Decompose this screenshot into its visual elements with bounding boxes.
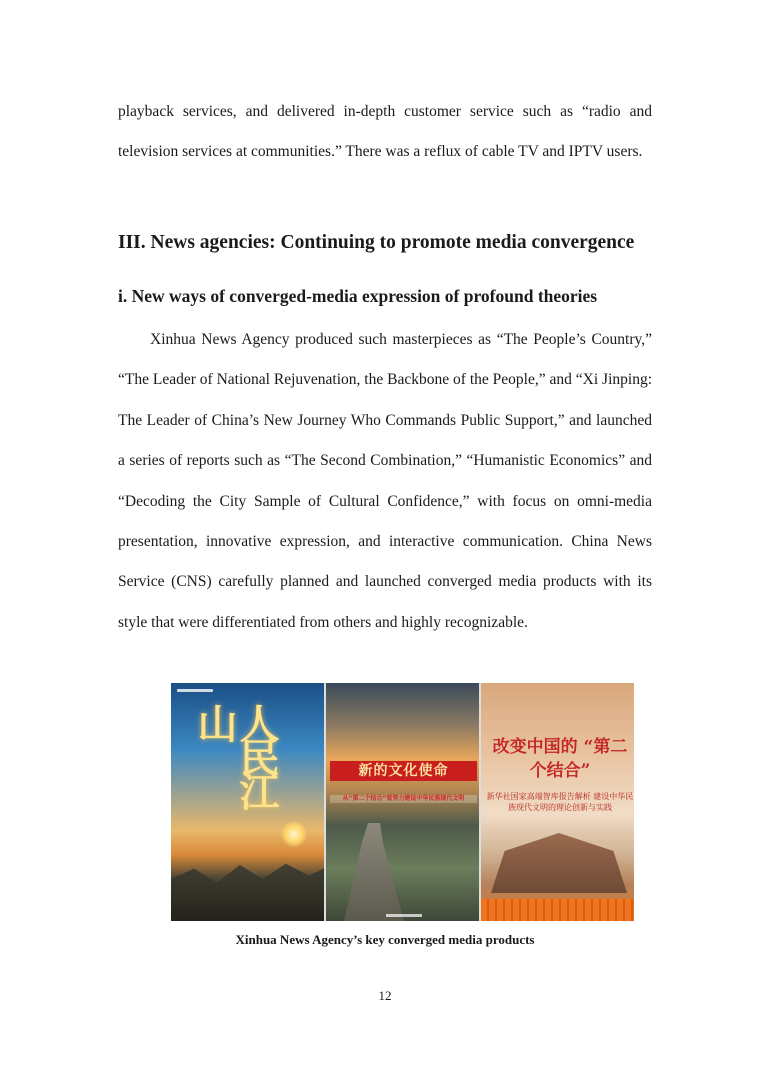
- poster-second-combination: [481, 683, 634, 921]
- subsection-heading: i. New ways of converged-media expression of profound theories: [118, 286, 598, 306]
- section-heading: III. News agencies: Continuing to promote media convergence: [118, 232, 635, 253]
- poster-peoples-country: [171, 683, 324, 921]
- figure-caption: Xinhua News Agency’s key converged media products: [235, 932, 535, 947]
- page-number: 12: [378, 988, 392, 1003]
- mountains-image: [171, 851, 324, 921]
- xinhua-logo-icon: [177, 689, 213, 692]
- poster-cultural-mission: [326, 683, 479, 921]
- sun-icon: [281, 821, 307, 847]
- media-products-figure: [171, 683, 634, 921]
- poster-title: 改变中国的 “第二个结合”: [492, 737, 628, 781]
- xinhua-logo-icon: [386, 914, 422, 917]
- great-wall-image: [344, 823, 404, 921]
- poster-title: 人民江山: [191, 703, 280, 805]
- palace-image: [491, 833, 627, 893]
- roof-tiles-image: [481, 899, 634, 921]
- poster-subtitle: 从“第二个结合”看努力建设中华民族现代文明: [330, 795, 477, 803]
- paragraph-xinhua: Xinhua News Agency produced such masterpieces as “The People’s Country,” “The Leader of National Rejuvenation, the Backbone of the People,” and “Xi Jinping: The Leader of China’s New Journey Who Commands Public Support,” and launched a series of reports such as “The Second Combination,” “Humanistic Economics” and “Decoding the City Sample of Cultural Confidence,” with focus on omni-media presentation, innovative expression, and interactive communication. China News Service (CNS) carefully planned and launched converged media products with its style that were differentiated from others and highly recognizable.: [118, 331, 652, 631]
- poster-title: 新的文化使命: [330, 761, 477, 781]
- paragraph-continued: playback services, and delivered in-depth customer service such as “radio and television services at communities.” There was a reflux of cable TV and IPTV users.: [118, 103, 652, 161]
- poster-subtitle: 新华社国家高端智库报告解析 建设中华民族现代文明的理论创新与实践: [486, 792, 634, 812]
